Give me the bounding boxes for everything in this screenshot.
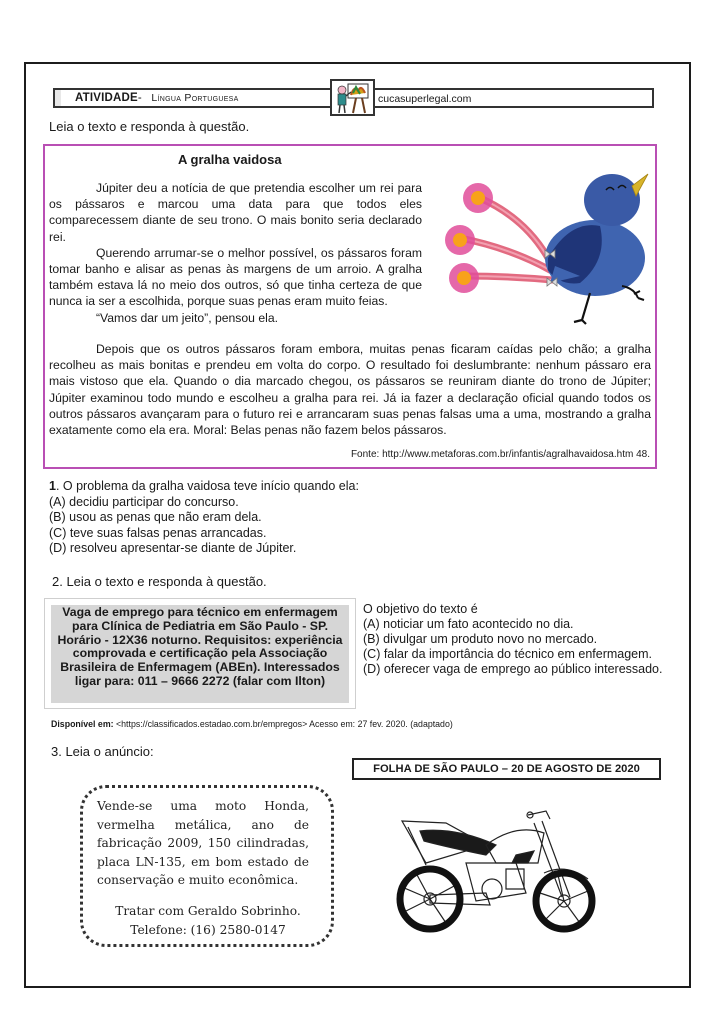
ad-line: conservação e muito econômica. <box>97 873 299 887</box>
story-title: A gralha vaidosa <box>178 152 282 167</box>
instruction-3: 3. Leia o anúncio: <box>51 744 154 759</box>
contact-line: Telefone: (16) 2580-0147 <box>130 923 286 937</box>
blue-bird-with-peacock-feathers-icon <box>430 158 650 326</box>
newspaper-label: FOLHA DE SÃO PAULO – 20 DE AGOSTO DE 2020 <box>352 758 661 780</box>
instruction-2: 2. Leia o texto e responda à questão. <box>52 574 267 589</box>
teacher-easel-icon <box>330 79 375 116</box>
story-paragraph: “Vamos dar um jeito”, pensou ela. <box>96 310 278 325</box>
contact-line: Tratar com Geraldo Sobrinho. <box>115 904 301 918</box>
question-number: 1 <box>49 479 56 493</box>
ad-line: Vende-se uma moto Honda, <box>97 799 309 813</box>
story-paragraph: Júpiter deu a notícia de que pretendia escolher um rei para os pássaros e marcou uma data para que todos eles comparecessem diante de seu trono. O mais bonito seria declarado rei. <box>49 181 422 244</box>
option-b[interactable]: (B) divulgar um produto novo no mercado. <box>363 632 598 646</box>
job-ad: Vaga de emprego para técnico em enfermagem para Clínica de Pediatria em São Paulo - SP. Horário - 12X36 noturno. Requisitos: experiência comprovada e certificação pela Associação Brasileira de Enfermagem (ABEn). Interessados ligar para: 011 – 9666 2272 (falar com Ilton) <box>51 605 349 703</box>
subject-label: Língua Portuguesa <box>151 92 239 104</box>
motorcycle-ad-text <box>97 797 309 890</box>
story-paragraph: Querendo arrumar-se o melhor possível, os pássaros foram tomar banho e alisar as penas às margens de um arroio. A gralha também estava lá no meio dos outros, só que tinha certeza de que nunca ia ser a escolhida, porque suas penas eram muito feias. <box>49 245 422 309</box>
question-2-prompt: O objetivo do texto é <box>363 602 478 616</box>
ad-line: fabricação 2009, 150 cilindradas, <box>97 836 309 850</box>
question-1 <box>49 479 359 557</box>
story-text-wide <box>49 341 651 438</box>
activity-label: ATIVIDADE <box>75 92 138 104</box>
option-c[interactable]: (C) falar da importância do técnico em enfermagem. <box>363 647 653 661</box>
source-text: <https://classificados.estadao.com.br/empregos> Acesso em: 27 fev. 2020. (adaptado) <box>113 719 453 729</box>
header-title <box>75 92 239 104</box>
story-paragraph: Depois que os outros pássaros foram embora, muitas penas ficaram caídas pelo chão; a gralha recolheu as mais bonitas e prendeu em volta do corpo. O resultado foi deslumbrante: nenhum pássaro era mais vistoso que ela. Quando o dia marcado chegou, os pássaros se reuniram diante do trono de Júpiter; Júpiter examinou todo mundo e escolheu a gralha para rei. Já ia fazer a declaração oficial quando todos os outros pássaros avançaram para o futuro rei e arrancaram suas penas falsas uma a uma, mostrando a gralha exatamente como ela era. Moral: Belas penas não fazem belos pássaros. <box>49 342 651 438</box>
ad-line: placa LN-135, em bom estado de <box>97 854 309 869</box>
header-separator: - <box>137 92 142 104</box>
motorcycle-ad-contact <box>97 902 319 940</box>
instruction-1: Leia o texto e responda à questão. <box>49 119 250 134</box>
source-label: Disponível em: <box>51 719 114 729</box>
option-d[interactable]: (D) resolveu apresentar-se diante de Júpiter. <box>49 541 297 556</box>
ad-line: vermelha metálica, ano de <box>97 817 309 832</box>
option-a[interactable]: (A) noticiar um fato acontecido no dia. <box>363 617 574 631</box>
site-name: cucasuperlegal.com <box>378 93 472 105</box>
question-2-options <box>363 602 673 677</box>
motorcycle-icon <box>366 793 598 933</box>
question-prompt: . O problema da gralha vaidosa teve início quando ela: <box>55 479 359 493</box>
option-a[interactable]: (A) decidiu participar do concurso. <box>49 494 239 509</box>
story-source: Fonte: http://www.metaforas.com.br/infantis/agralhavaidosa.htm 48. <box>350 449 650 460</box>
option-b[interactable]: (B) usou as penas que não eram dela. <box>49 510 262 525</box>
option-c[interactable]: (C) teve suas falsas penas arrancadas. <box>49 525 267 540</box>
job-ad-source <box>51 719 453 729</box>
story-text-narrow <box>49 180 422 326</box>
question-1-prompt <box>49 479 359 495</box>
option-d[interactable]: (D) oferecer vaga de emprego ao público interessado. <box>363 662 663 676</box>
